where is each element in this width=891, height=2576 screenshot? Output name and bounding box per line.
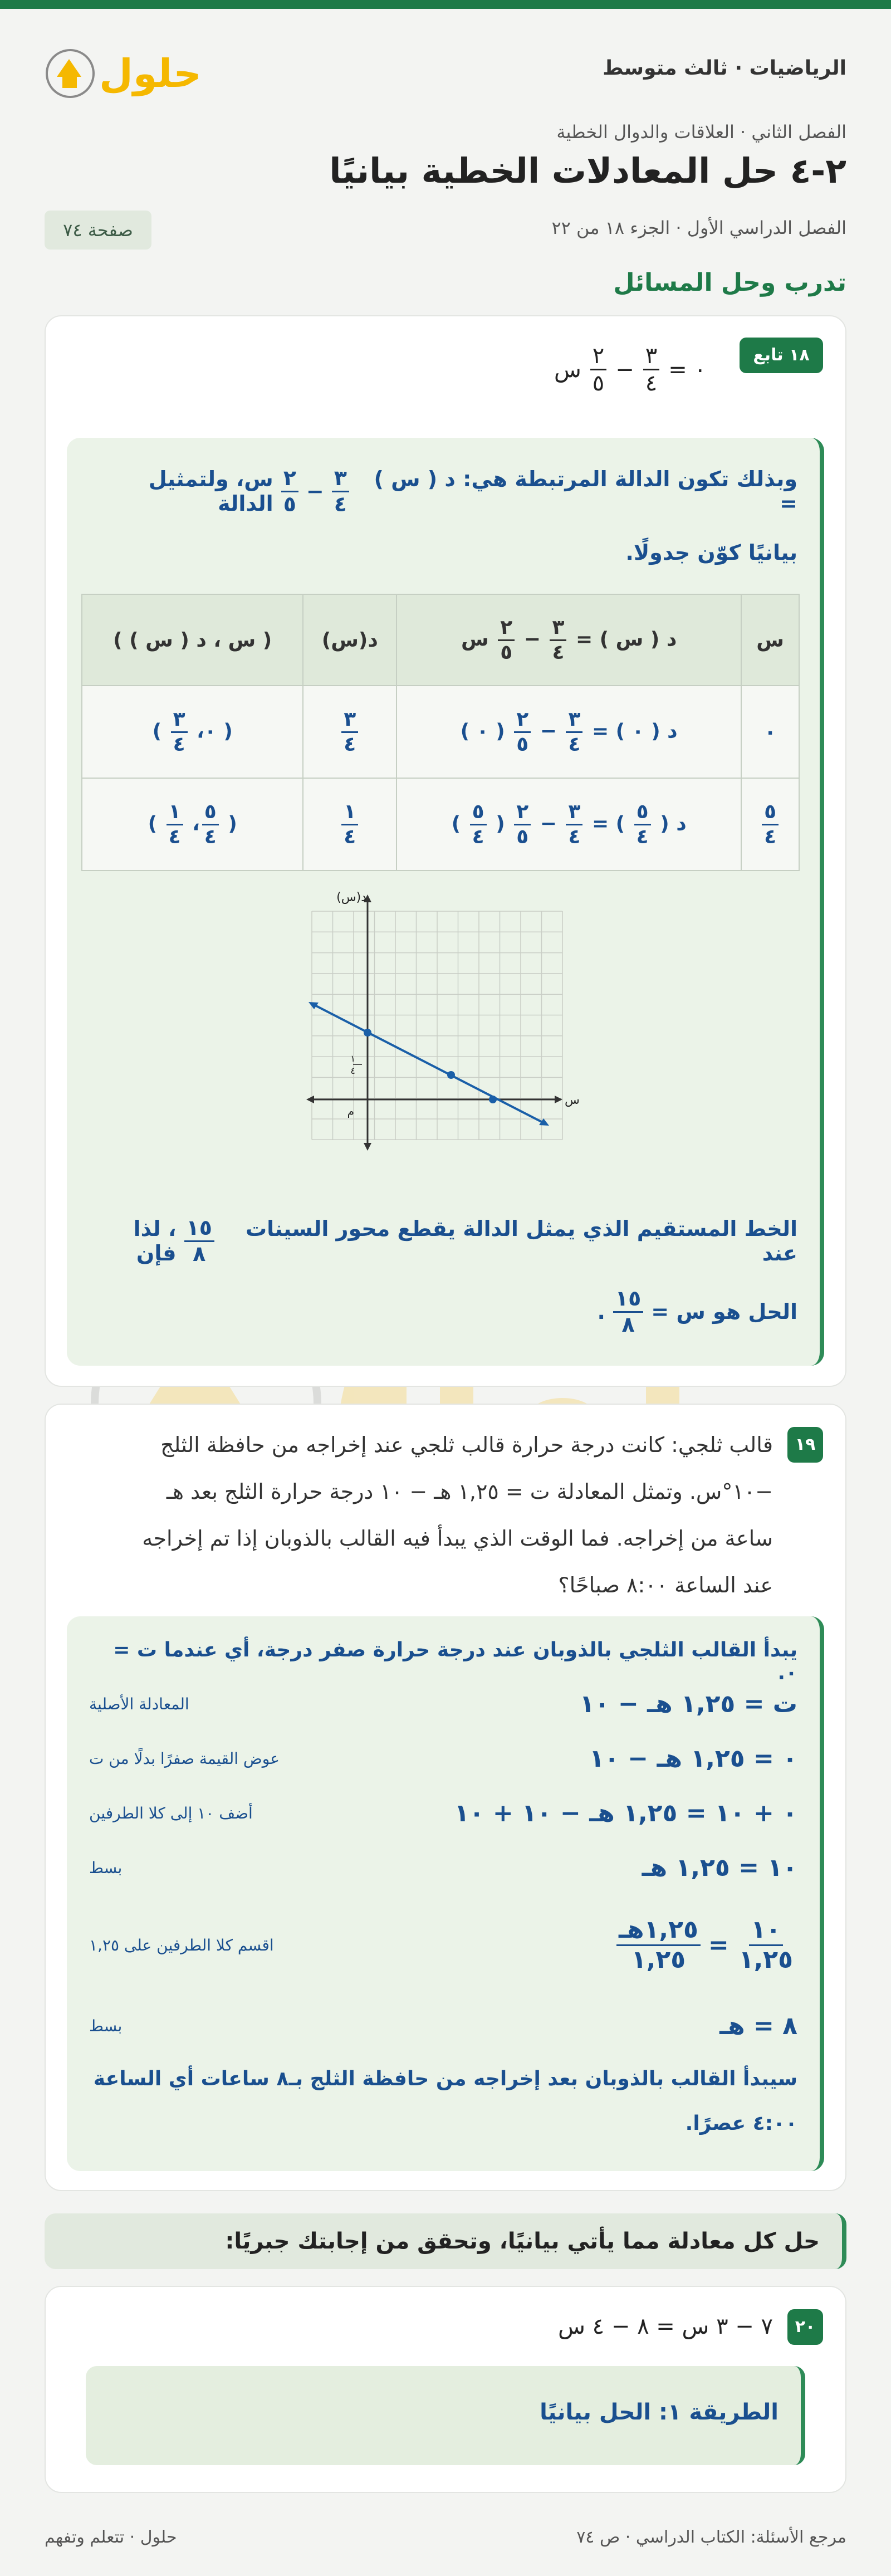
intro-text: س، ولتمثيل الدالة [148,467,273,516]
step-equation: $\frac{١٠}{١,٢٥}$ = $\frac{\text{١,٢٥هـ}}{١,٢٥}$ [614,1917,797,1972]
table-cell: $\frac{١}{٤}$ [303,778,396,871]
footer-source: مرجع الأسئلة: الكتاب الدراسي · ص ٧٤ [576,2528,846,2547]
minus-sign: − [615,356,634,383]
chapter-title: الفصل الثاني · العلاقات والدوال الخطية [556,121,846,143]
variable: س [554,356,581,383]
solution-panel [67,438,824,1366]
step-note: بسط [89,1858,123,1877]
solution-step [89,1733,797,1783]
solution-step [89,1679,797,1729]
table-cell: $\frac{٥}{٤}$ [741,778,799,871]
table-cell: د ( $\frac{٥}{٤}$ ) = $\frac{٣}{٤}$ − $\frac{٢}{٥}$ ( $\frac{٥}{٤}$ ) [396,778,741,871]
step-note: اقسم كلا الطرفين على ١,٢٥ [89,1935,274,1954]
function-graph [301,891,580,1151]
x-intercept-point [489,1096,497,1103]
table-header: س [741,594,799,686]
final-answer: سيبدأ القالب بالذوبان بعد إخراجه من حافظة الثلج بـ٨ ساعات أي الساعة [93,2067,797,2090]
x-axis-label: س [565,1093,580,1107]
step-equation: ١٠ = ١,٢٥ هـ [642,1853,797,1882]
solution-intro-2 [89,540,797,565]
semester-info: الفصل الدراسي الأول · الجزء ١٨ من ٢٢ [551,217,846,238]
fraction: $\frac{٢}{٥}$ [281,467,298,516]
x-axis-arrow-icon [555,1096,562,1103]
table-header-row [82,594,799,686]
intro-text: وبذلك تكون الدالة المرتبطة هي: د ( س ) = [374,467,797,516]
origin-label: م [347,1104,354,1118]
conclusion-text: ، لذا فإن [133,1216,177,1265]
question-text: قالب ثلجي: كانت درجة حرارة قالب ثلجي عند إخراجه من حافظة الثلج −١٠°س. وتمثل المعادلة ت = ١,٢٥ هـ − ١٠ درجة حرارة الثلج بعد هـ ساعة من إخراجه. فما الوقت الذي يبدأ فيه القالب بالذوبان إذا تم إخراجه عند الساعة ٨:٠٠ صباحًا؟ [142,1433,773,1597]
tick-label-num: ١ [350,1053,355,1064]
answer-text: . [597,1299,605,1324]
solution-step [89,1842,797,1893]
table-row [82,778,799,871]
instruction-banner: حل كل معادلة مما يأتي بيانيًا، وتحقق من إجابتك جبريًا: [45,2213,846,2269]
logo-text: حلول [99,51,202,96]
point-a [364,1029,371,1037]
question-card-18 [45,315,846,1387]
method-panel[interactable] [86,2366,805,2465]
step-note: بسط [89,2016,123,2035]
step-note: أضف ١٠ إلى كلا الطرفين [89,1803,253,1822]
page-badge: صفحة ٧٤ [45,211,151,250]
solution-step [89,1900,797,1990]
question-badge: ١٨ تابع [740,338,823,373]
y-axis-label: د(س) [336,891,366,905]
values-table [81,594,800,871]
footer-brand[interactable]: حلول · تتعلم وتفهم [45,2528,177,2547]
step-equation: ٠ = ١,٢٥ هـ − ١٠ [589,1744,797,1773]
solution-step [89,1788,797,1838]
solution-step [89,2001,797,2051]
table-header: ( س ، د ( س ) ) [82,594,303,686]
eq-zero: ٠ = [668,356,706,383]
intro-text: بيانيًا كوّن جدولًا. [625,540,797,565]
brand-logo[interactable] [45,40,206,107]
fraction: $\frac{٢}{٥}$ [590,344,606,395]
y-axis-arrow-icon [364,1143,371,1151]
table-cell: ٠ [741,686,799,778]
solution-panel [67,1616,824,2171]
table-cell: د ( ٠ ) = $\frac{٣}{٤}$ − $\frac{٢}{٥}$ ( ٠ ) [396,686,741,778]
x-axis-arrow-icon [306,1096,314,1103]
table-cell: ( $\frac{٥}{٤}$ ، $\frac{١}{٤}$ ) [82,778,303,871]
step-equation: ٠ + ١٠ = ١,٢٥ هـ − ١٠ + ١٠ [454,1798,797,1827]
question-card-20 [45,2286,846,2493]
conclusion-text: الخط المستقيم الذي يمثل الدالة يقطع محور السينات عند [245,1216,797,1265]
top-accent-bar [0,0,891,9]
question-badge: ١٩ [787,1427,823,1463]
table-header: د ( س ) = $\frac{٣}{٤}$ − $\frac{٢}{٥}$ س [396,594,741,686]
question-badge: ٢٠ [787,2309,823,2345]
table-row [82,686,799,778]
step-equation: ٨ = هـ [719,2011,797,2040]
fraction: $\frac{٣}{٤}$ [332,467,349,516]
minus-sign: − [306,479,324,504]
fraction: $\frac{٣}{٤}$ [643,344,659,395]
method-title: الطريقة ١: الحل بيانيًا [540,2399,779,2425]
tick-label-den: ٤ [350,1065,355,1076]
table-cell: $\frac{٣}{٤}$ [303,686,396,778]
answer-line [89,1288,797,1336]
lesson-title: ٢-٤ حل المعادلات الخطية بيانيًا [329,150,846,191]
table-cell: ( ٠، $\frac{٣}{٤}$ ) [82,686,303,778]
subject-label: الرياضيات · ثالث متوسط [603,57,846,80]
page-header [45,40,846,107]
equation-header [554,344,706,395]
step-equation: ت = ١,٢٥ هـ − ١٠ [579,1689,797,1718]
solution-intro: يبدأ القالب الثلجي بالذوبان عند درجة حرارة صفر درجة، أي عندما ت = ٠. [113,1639,797,1684]
final-answer-2: ٤:٠٠ عصرًا. [685,2112,797,2135]
step-note: عوض القيمة صفرًا بدلًا من ت [89,1749,280,1768]
solution-intro [89,467,797,516]
table-header: د(س) [303,594,396,686]
fraction: $\frac{١٥}{٨}$ [613,1288,643,1336]
question-equation: ٧ − ٣ س = ٨ − ٤ س [558,2314,773,2339]
question-card-19 [45,1404,846,2191]
fraction: $\frac{١٥}{٨}$ [184,1217,214,1265]
section-title: تدرب وحل المسائل [613,268,846,297]
conclusion-line-1 [89,1216,797,1265]
step-note: المعادلة الأصلية [89,1694,189,1713]
answer-text: الحل هو س = [651,1299,797,1324]
point-b [447,1071,455,1079]
